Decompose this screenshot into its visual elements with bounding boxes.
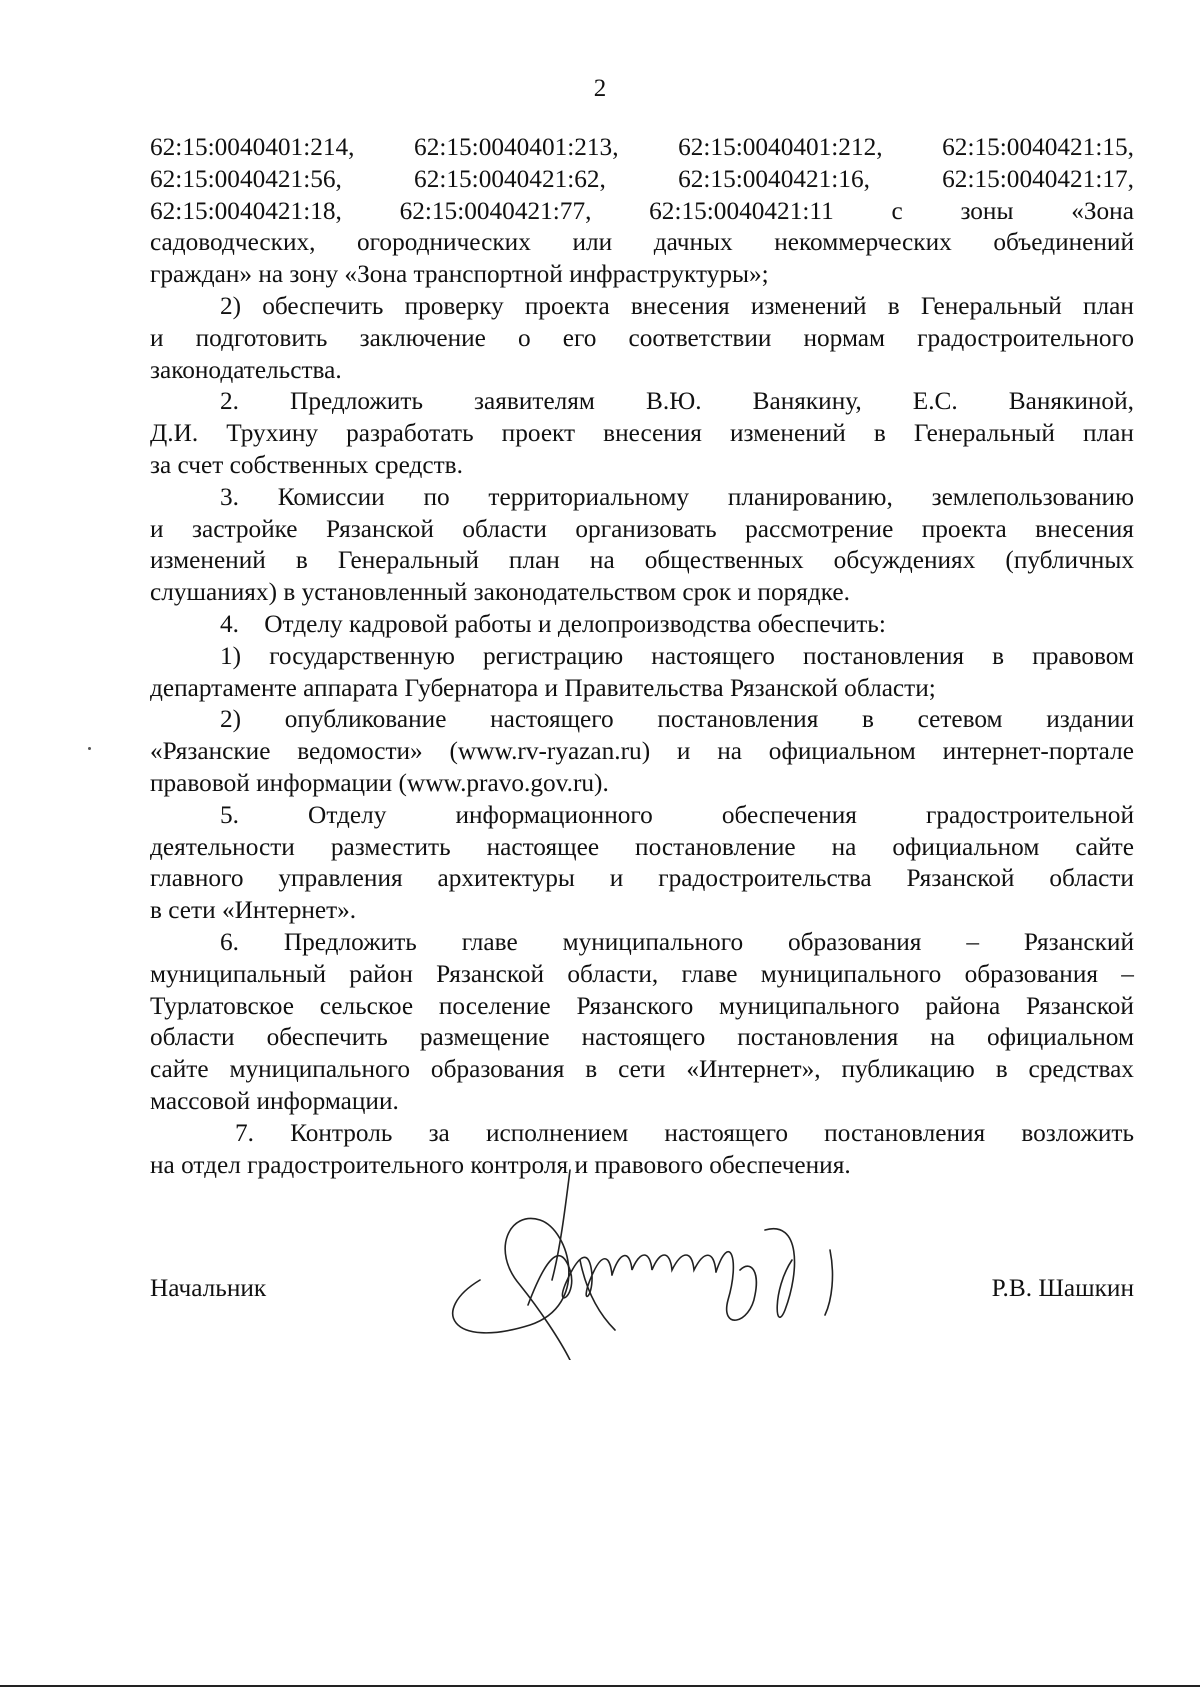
text-line	[150, 196, 1134, 228]
word: сети	[618, 1055, 666, 1084]
word: Рязанского	[576, 991, 694, 1020]
word: Рязанской	[1026, 991, 1134, 1020]
word: по	[423, 482, 450, 511]
text-line: 4. Отделу кадровой работы и делопроизводства обеспечить:	[220, 609, 886, 638]
word: Д.И.	[150, 419, 199, 448]
word: «Интернет»,	[686, 1055, 821, 1084]
word: сетевом	[917, 705, 1003, 734]
word: деятельности	[150, 832, 295, 861]
word: некоммерческих	[774, 228, 952, 257]
word: обеспечения	[721, 800, 857, 829]
word: Трухину	[226, 419, 319, 448]
word: Предложить	[283, 927, 417, 956]
word: Е.С.	[912, 387, 958, 416]
word: образования	[964, 959, 1099, 988]
text-line	[150, 482, 1134, 514]
word: зоны	[960, 196, 1014, 225]
word: план	[508, 546, 560, 575]
word: на	[930, 1023, 955, 1052]
word: (публичных	[1005, 546, 1134, 575]
word: 3.	[220, 482, 239, 511]
text-line	[150, 164, 1134, 196]
word: землепользованию	[931, 482, 1134, 511]
document-body	[150, 132, 1134, 1181]
word: муниципальный	[150, 959, 327, 988]
word: Генеральный	[337, 546, 479, 575]
text-line	[150, 132, 1134, 164]
word: официальном	[987, 1023, 1134, 1052]
word: исполнением	[485, 1118, 629, 1147]
word: в	[992, 641, 1005, 670]
text-line	[150, 959, 1134, 991]
word: и	[150, 514, 164, 543]
text-line	[150, 927, 1134, 959]
word: настоящего	[490, 705, 614, 734]
word: интернет-портале	[942, 737, 1134, 766]
text-line	[150, 704, 1134, 736]
word: на	[589, 546, 615, 575]
word: на	[717, 737, 743, 766]
word: 62:15:0040401:213,	[414, 133, 619, 161]
word: Рязанской	[326, 514, 434, 543]
word: организовать	[575, 514, 717, 543]
word: в	[861, 705, 874, 734]
word: публикацию	[841, 1055, 975, 1084]
word: и	[150, 323, 164, 352]
word: Рязанской	[906, 864, 1015, 893]
word: (www.rv-ryazan.ru)	[449, 737, 651, 766]
word: главного	[150, 864, 244, 893]
word: разместить	[330, 832, 451, 861]
word: Генеральный	[913, 419, 1055, 448]
text-line	[150, 832, 1134, 864]
text-line	[150, 800, 1134, 832]
word: 62:15:0040421:16,	[678, 164, 870, 193]
word: области	[150, 1023, 235, 1052]
bottom-border	[0, 1685, 1200, 1687]
word: муниципального	[562, 927, 744, 956]
text-line: правовой информации (www.pravo.gov.ru).	[150, 768, 609, 797]
word: области	[1049, 864, 1134, 893]
word: постановления	[737, 1023, 899, 1052]
word: Рязанский	[1023, 927, 1134, 956]
word: настоящего	[581, 1023, 706, 1052]
text-line	[150, 386, 1134, 418]
word: правовом	[1032, 641, 1134, 670]
word: в	[995, 1055, 1008, 1084]
word: планированию,	[727, 482, 893, 511]
text-line	[150, 545, 1134, 577]
text-line	[150, 291, 1134, 323]
word: постановление	[635, 832, 796, 861]
word: план	[1082, 419, 1134, 448]
word: главе	[681, 959, 738, 988]
word: застройке	[192, 514, 298, 543]
word: государственную	[269, 641, 455, 670]
word: Ванякину,	[752, 387, 862, 416]
word: муниципального	[719, 991, 900, 1020]
word: 2)	[220, 705, 242, 734]
word: соответствии	[628, 323, 772, 352]
word: 2.	[220, 387, 239, 416]
word: изменений	[730, 419, 846, 448]
word: в	[887, 291, 900, 320]
word: сельское	[319, 991, 414, 1020]
word: регистрацию	[482, 641, 624, 670]
word: сайте	[1075, 832, 1134, 861]
text-line	[150, 863, 1134, 895]
handwritten-signature	[420, 1110, 890, 1360]
word: опубликование	[284, 705, 447, 734]
text-line: в сети «Интернет».	[150, 896, 357, 925]
text-line: законодательства.	[150, 355, 342, 384]
word: –	[1121, 959, 1134, 988]
word: архитектуры	[437, 864, 575, 893]
text-line	[150, 991, 1134, 1023]
word: подготовить	[195, 323, 328, 352]
word: с	[891, 196, 903, 225]
word: информационного	[455, 800, 653, 829]
word: 62:15:0040401:214,	[150, 133, 355, 161]
word: район	[349, 959, 413, 988]
word: настоящее	[486, 832, 600, 861]
word: настоящего	[664, 1118, 789, 1147]
word: обеспечить	[266, 1023, 388, 1052]
word: план	[1082, 291, 1134, 320]
word: в	[873, 419, 886, 448]
word: проекта	[524, 291, 610, 320]
word: градостроительной	[925, 800, 1134, 829]
word: и	[676, 737, 691, 766]
word: постановления	[657, 705, 819, 734]
word: сайте	[150, 1055, 209, 1084]
scan-speck	[88, 747, 91, 750]
word: нормам	[803, 323, 886, 352]
word: Предложить	[290, 387, 423, 416]
text-line: на отдел градостроительного контроля и правового обеспечения.	[150, 1150, 851, 1179]
word: дачных	[653, 228, 733, 257]
word: общественных	[644, 546, 804, 575]
word: 7.	[235, 1118, 254, 1147]
word: Комиссии	[277, 482, 385, 511]
text-line	[150, 514, 1134, 546]
word: внесения	[630, 291, 730, 320]
word: обеспечить	[262, 291, 384, 320]
word: в	[585, 1055, 598, 1084]
word: Ванякиной,	[1008, 387, 1134, 416]
text-line	[150, 1022, 1134, 1054]
word: градостроительного	[917, 323, 1134, 352]
word: Генеральный	[920, 291, 1062, 320]
word: образования	[430, 1055, 565, 1084]
word: проект	[501, 419, 576, 448]
word: района	[925, 991, 1001, 1020]
text-line	[150, 323, 1134, 355]
signature-block	[150, 1260, 1134, 1400]
word: области,	[567, 959, 659, 988]
word: объединений	[993, 228, 1134, 257]
text-line: за счет собственных средств.	[150, 450, 463, 479]
signatory-name: Р.В. Шашкин	[991, 1274, 1134, 1302]
word: управления	[278, 864, 403, 893]
word: муниципального	[760, 959, 942, 988]
word: 5.	[220, 800, 239, 829]
word: В.Ю.	[646, 387, 702, 416]
word: ведомости»	[297, 737, 423, 766]
word: постановления	[824, 1118, 986, 1147]
word: размещение	[419, 1023, 550, 1052]
word: заявителям	[474, 387, 595, 416]
word: Рязанской	[436, 959, 545, 988]
word: официальном	[892, 832, 1040, 861]
word: 62:15:0040421:15,	[942, 133, 1134, 161]
word: области	[462, 514, 547, 543]
word: средствах	[1028, 1055, 1134, 1084]
text-line: массовой информации.	[150, 1086, 399, 1115]
word: в	[295, 546, 308, 575]
word: официальном	[768, 737, 916, 766]
word: рассмотрение	[745, 514, 894, 543]
word: «Зона	[1071, 196, 1134, 225]
word: градостроительства	[658, 864, 872, 893]
word: 62:15:0040421:56,	[150, 164, 342, 193]
word: внесения	[603, 419, 702, 448]
page-number: 2	[593, 75, 607, 102]
word: 62:15:0040421:62,	[414, 164, 606, 193]
word: 1)	[220, 641, 242, 670]
word: внесения	[1035, 514, 1134, 543]
word: или	[572, 228, 613, 257]
word: постановления	[803, 641, 965, 670]
word: о	[518, 323, 531, 352]
text-line	[150, 418, 1134, 450]
word: проверку	[404, 291, 504, 320]
word: издании	[1046, 705, 1134, 734]
word: образования	[788, 927, 922, 956]
word: главе	[461, 927, 518, 956]
word: «Рязанские	[150, 737, 271, 766]
word: огороднических	[357, 228, 531, 257]
word: возложить	[1021, 1118, 1134, 1147]
word: изменений	[150, 546, 266, 575]
word: 6.	[220, 927, 239, 956]
word: Контроль	[290, 1118, 393, 1147]
word: территориальному	[488, 482, 690, 511]
text-line	[150, 227, 1134, 259]
word: Отделу	[308, 800, 387, 829]
word: 62:15:0040421:18,	[150, 196, 342, 225]
word: –	[966, 927, 979, 956]
word: заключение	[359, 323, 486, 352]
word: настоящего	[651, 641, 775, 670]
word: изменений	[750, 291, 867, 320]
signatory-title: Начальник	[150, 1274, 267, 1302]
text-line: слушаниях) в установленный законодательством срок и порядке.	[150, 578, 850, 607]
word: 62:15:0040421:77,	[399, 196, 592, 225]
text-line	[150, 1054, 1134, 1086]
word: и	[609, 864, 624, 893]
text-line	[150, 736, 1134, 768]
word: 62:15:0040421:11	[649, 196, 834, 225]
word: муниципального	[229, 1055, 411, 1084]
text-line: департаменте аппарата Губернатора и Правительства Рязанской области;	[150, 673, 936, 702]
word: разработать	[346, 419, 474, 448]
word: поселение	[438, 991, 551, 1020]
word: садоводческих,	[150, 228, 316, 257]
word: проекта	[921, 514, 1007, 543]
word: Турлатовское	[150, 991, 294, 1020]
word: его	[562, 323, 597, 352]
word: 2)	[220, 291, 242, 320]
word: за	[428, 1118, 450, 1147]
word: 62:15:0040401:212,	[678, 133, 883, 161]
word: обсуждениях	[833, 546, 976, 575]
word: 62:15:0040421:17,	[942, 164, 1134, 193]
text-line: граждан» на зону «Зона транспортной инфраструктуры»;	[150, 260, 769, 289]
word: на	[831, 832, 857, 861]
text-line	[150, 641, 1134, 673]
